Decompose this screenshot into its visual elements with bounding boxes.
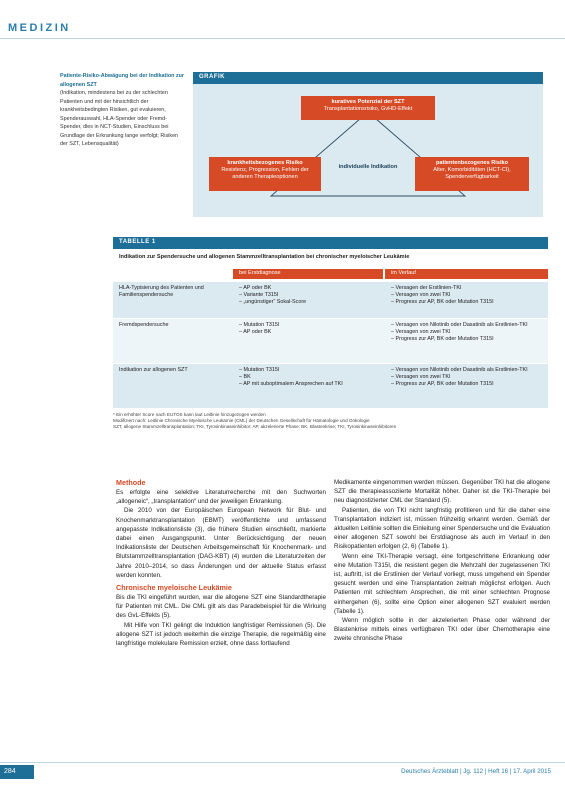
left-box-sub: Resistenz, Progression, Fehlen der anderen Therapieoptionen — [221, 167, 309, 181]
row-cell-diagnosis: – Mutation T315I – AP oder BK — [239, 322, 280, 335]
row-cell-diagnosis: – AP oder BK – Variante T315I – „ungünstiger“ Sokal-Score — [239, 285, 307, 305]
right-box-title: patientenbezogenes Risiko — [435, 160, 509, 166]
row-cell-course: – Versagen von Nilotinib oder Dasatinib als Erstlinien-TKI – Versagen von zwei TKI – Progress zur AP, BK oder Mutation T315I — [391, 367, 528, 387]
heading-methode: Methode — [116, 478, 146, 487]
right-box — [415, 157, 529, 191]
table-row — [113, 364, 548, 408]
paragraph: Bis die TKI eingeführt wurden, war die allogene SZT eine Standardtherapie für Patienten mit CML. Die CML gilt als das Paradebeispiel für die Wirkung des GvL-Effekts (5). — [116, 594, 326, 620]
footer-rule — [0, 762, 565, 763]
left-box — [209, 157, 321, 191]
graphic-label: GRAFIK — [193, 72, 543, 84]
page-number: 284 — [0, 765, 34, 779]
caption-title: Patiente-Risiko-Abwägung bei der Indikation zur allogenen SZT — [60, 73, 184, 88]
paragraph: Mit Hilfe von TKI gelingt die Induktion langfristiger Remissionen (5). Die allogene SZT ist jedoch weiterhin die einzige Therapie, die regelmäßig eine langfristige molekulare Remission erzielt, ohne dass fortlaufend — [116, 621, 326, 648]
caption-body: (Indikation, mindestens bei zu der schlechten Patienten und mit der hinsichtlich der krankheitsbedingten Risiken, gut evaluieren, Spenderauswahl, HLA-Spender oder Fremd-Spender, dies in NCT-Studien, Einschluss bei Grundlage der Erkrankung lange verfolgt; Risiken der SZT, Lebensqualität) — [60, 90, 179, 147]
right-box-sub: Alter, Komorbiditäten (HCT-CI), Spenderverfügbarkeit — [433, 167, 511, 181]
col-head-diagnosis: bei Erstdiagnose — [233, 269, 383, 279]
row-cell-course: – Versagen von Nilotinib oder Dasatinib als Erstlinien-TKI – Versagen von zwei TKI – Progress zur AP, BK oder Mutation T315I — [391, 322, 528, 342]
paragraph: Wenn möglich sollte in der akzelerierten Phase oder während der Blastenkrise mittels eines verfügbaren TKI oder über Chemotherapie eine zweite chronische Phase — [334, 617, 550, 643]
table-footnotes — [113, 412, 548, 430]
paragraph: Die 2010 von der Europäischen European Network für Blut- und Knochenmarktransplantation (EBMT) veröffentlichte und umfassend angepasste Indikationsliste (3), die frühere Studien einschließt, markierte dabei einen Ausgangspunkt. Unter Berücksichtigung der neuen Indikationsliste der Deutschen Arbeitsgemeinschaft für Knochenmark- und Blutstammzelltransplantation (DAG-KBT) (4) wurden die Literaturzeiten der Jahre 2010–2014, so dass Änderungen und der aktuelle Status erfasst werden konnten. — [116, 507, 326, 579]
row-label: Indikation zur allogenen SZT — [119, 367, 188, 373]
center-label: individuelle Indikation — [338, 164, 398, 170]
row-label: HLA-Typisierung des Patienten und Familienspendersuche — [119, 285, 204, 298]
right-column — [334, 478, 550, 644]
journal-citation: Deutsches Ärzteblatt | Jg. 112 | Heft 16 | 17. April 2015 — [401, 768, 551, 775]
table-1 — [113, 237, 548, 437]
footnote: * Ein erhöhter Score nach EUTOS kann laut Leitlinie hinzugezogen werden — [113, 412, 266, 417]
paragraph: Medikamente eingenommen werden müssen. Gegenüber TKI hat die allogene SZT die therapieassoziierte Mortalität höher. Daher ist die TKI-Therapie bei neu diagnostizierter CML der Standard (5). — [334, 479, 550, 505]
row-cell-diagnosis: – Mutation T315I – BK – AP mit suboptimalem Ansprechen auf TKI — [239, 367, 343, 387]
paragraph: Wenn eine TKI-Therapie versagt, eine fortgeschrittene Erkrankung oder eine Mutation T315I, die resistent gegen die Mehrzahl der zugelassenen TKI ist, auftritt, ist die Erstlinien der Verlauf vorliegt, muss umgehend ein Spender gesucht werden und eine Transplantation zeitnah möglichst erfolgen. Auch Patienten mit schlechtem Ansprechen, die mit einer schlechten Prognose einhergehen (6), sollte eine Option einer allogenen SZT evaluiert werden (Tabelle 1). — [334, 552, 550, 615]
paragraph: Es erfolgte eine selektive Literaturrecherche mit den Suchworten „allogeneic“, „transplantation“ und der jeweiligen Erkrankung. — [116, 489, 326, 506]
top-box-sub: Transplantationsrisiko, GvHD-Effekt — [323, 106, 413, 113]
table-row — [113, 282, 548, 318]
risk-graphic — [193, 72, 543, 217]
page-footer — [0, 755, 565, 789]
table-subtitle: Indikation zur Spendersuche und allogenen Stammzelltransplantation bei chronischer myeloischer Leukämie — [119, 254, 410, 260]
figure-caption — [60, 72, 185, 149]
header-rule — [0, 38, 565, 39]
heading-cml: Chronische myeloische Leukämie — [116, 583, 232, 593]
left-column — [116, 478, 326, 648]
row-cell-course: – Versagen der Erstlinien-TKI – Versagen von zwei TKI – Progress zur AP, BK oder Mutation T315I — [391, 285, 494, 305]
footnote: SZT, allogene Stammzelltransplantation; TKI, Tyrosinkinaseinhibitor; AP, akzelerierte Phase; BK, Blastenkrise; TKI, Tyrosinkinaseinhibitoren — [113, 424, 397, 429]
footnote: Modifiziert nach: Leitlinie Chronische Myeloische Leukämie (CML) der Deutschen Gesellschaft für Hämatologie und Onkologie — [113, 418, 370, 423]
paragraph: Patienten, die von TKI nicht langfristig profitieren und für die daher eine Transplantation indiziert ist, müssen frühzeitig erkannt werden. Gemäß der aktuellen Leitlinie sollten die Einleitung einer Spendersuche und die Evaluation einer allogenen SZT sowohl bei Erstdiagnose als auch im Verlauf in den Risikopatienten erfolgen (2, 6) (Tabelle 1). — [334, 506, 550, 551]
col-head-course: im Verlauf — [385, 269, 548, 279]
top-box — [301, 96, 435, 120]
left-box-title: krankheitsbezogenes Risiko — [227, 160, 303, 166]
running-head — [0, 0, 565, 34]
top-box-title: kuratives Potenzial der SZT — [331, 99, 405, 105]
section-label: MEDIZIN — [8, 22, 71, 34]
table-row — [113, 319, 548, 363]
row-label: Fremdspendersuche — [119, 322, 169, 328]
table-label: TABELLE 1 — [113, 237, 548, 249]
